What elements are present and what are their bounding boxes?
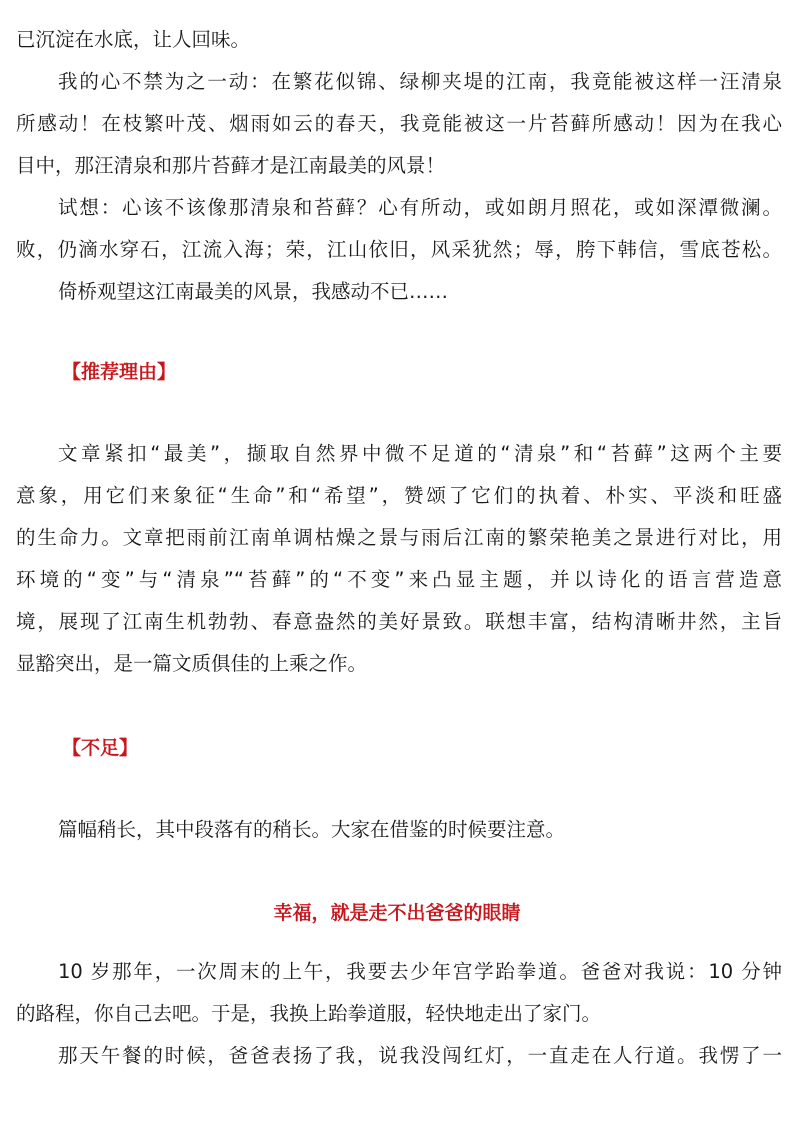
recommend-line-5: 境，展现了江南生机勃勃、春意盎然的美好景致。联想丰富，结构清晰井然，主旨 <box>16 610 782 633</box>
recommend-line-2: 意象，用它们来象征“生命”和“希望”，赞颂了它们的执着、朴实、平淡和旺盛 <box>16 484 782 507</box>
essay1-p4-line-1: 倚桥观望这江南最美的风景，我感动不已…… <box>58 280 449 303</box>
shortcoming-line-1: 篇幅稍长，其中段落有的稍长。大家在借鉴的时候要注意。 <box>58 818 566 841</box>
essay1-line-1: 已沉淀在水底，让人回味。 <box>16 28 251 51</box>
essay1-p3-line-2: 败，仍滴水穿石，江流入海；荣，江山依旧，风采犹然；辱，胯下韩信，雪底苍松。 <box>16 238 782 261</box>
shortcoming-heading: 【不足】 <box>62 737 139 759</box>
essay1-p2-line-2: 所感动！在枝繁叶茂、烟雨如云的春天，我竟能被这一片苔藓所感动！因为在我心 <box>16 112 782 135</box>
essay2-p1-line-1: 10 岁那年，一次周末的上午，我要去少年宫学跆拳道。爸爸对我说：10 分钟 <box>58 960 782 983</box>
recommend-line-1: 文章紧扣“最美”，撷取自然界中微不足道的“清泉”和“苔藓”这两个主要 <box>58 442 782 465</box>
recommend-line-4: 环境的“变”与“清泉”“苔藓”的“不变”来凸显主题，并以诗化的语言营造意 <box>16 568 782 591</box>
recommend-line-3: 的生命力。文章把雨前江南单调枯燥之景与雨后江南的繁荣艳美之景进行对比，用 <box>16 526 782 549</box>
essay1-p2-line-1: 我的心不禁为之一动：在繁花似锦、绿柳夹堤的江南，我竟能被这样一汪清泉 <box>58 70 782 93</box>
essay1-p2-line-3: 目中，那汪清泉和那片苔藓才是江南最美的风景！ <box>16 154 446 177</box>
essay2-title: 幸福，就是走不出爸爸的眼睛 <box>273 902 521 924</box>
recommend-heading: 【推荐理由】 <box>62 361 177 383</box>
essay1-p3-line-1: 试想：心该不该像那清泉和苔藓？心有所动，或如朗月照花，或如深潭微澜。 <box>58 196 782 219</box>
essay2-p1-line-2: 的路程，你自己去吧。于是，我换上跆拳道服，轻快地走出了家门。 <box>16 1002 602 1025</box>
essay2-p2-line-1: 那天午餐的时候，爸爸表扬了我，说我没闯红灯，一直走在人行道。我愣了一 <box>58 1044 782 1067</box>
recommend-line-6: 显豁突出，是一篇文质俱佳的上乘之作。 <box>16 652 368 675</box>
